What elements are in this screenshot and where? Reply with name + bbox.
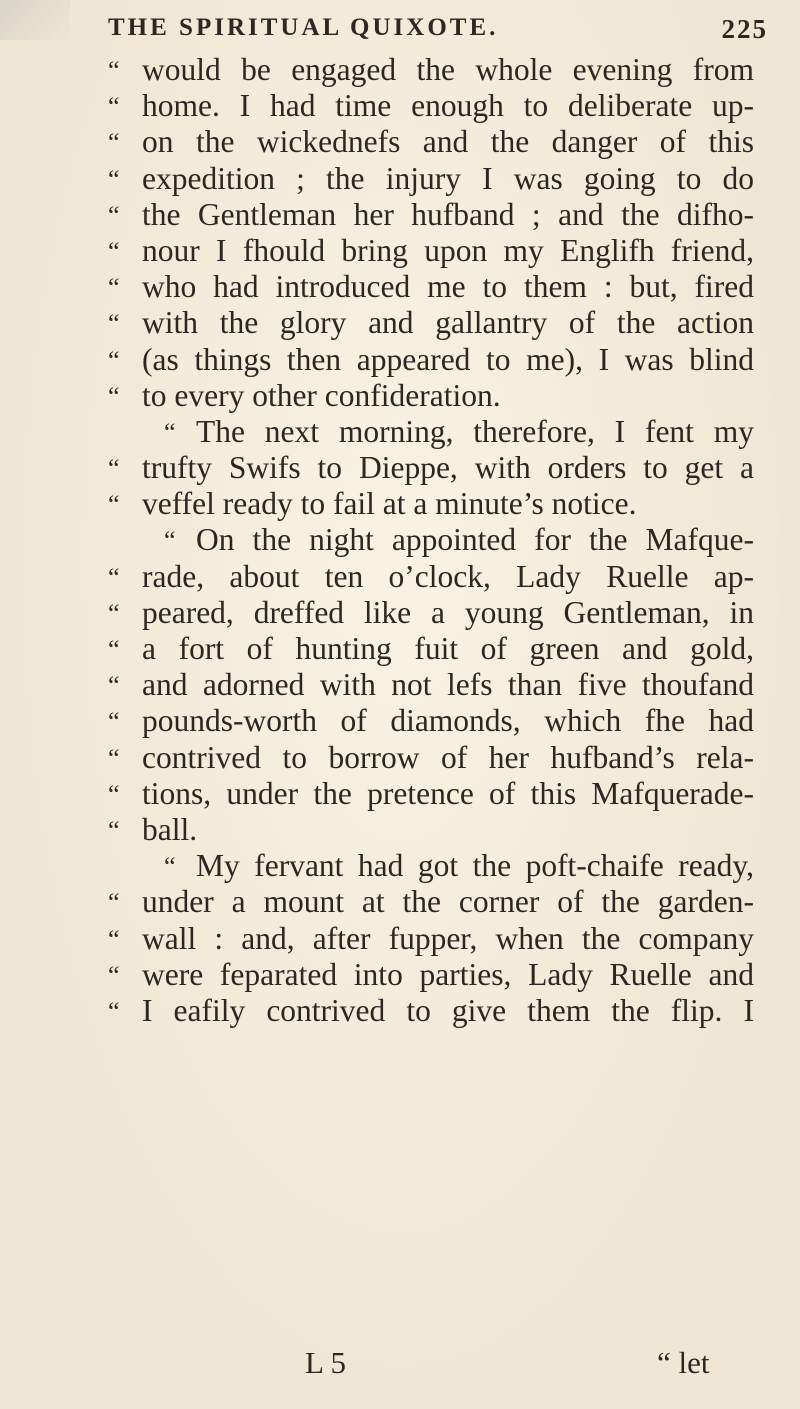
- page-number: 225: [721, 14, 768, 44]
- quotation-mark: “: [164, 526, 176, 556]
- text-line: [0, 667, 800, 703]
- text-line: [0, 378, 800, 414]
- line-text: My fervant had got the poft-chaife ready,: [196, 848, 754, 884]
- quotation-mark: “: [108, 996, 120, 1026]
- quotation-mark: “: [164, 417, 176, 447]
- text-line: [0, 812, 800, 848]
- quotation-mark: “: [108, 56, 120, 85]
- text-line: [0, 88, 800, 124]
- text-line: [0, 197, 800, 233]
- body-text: [0, 52, 800, 1029]
- running-head-title: THE SPIRITUAL QUIXOTE.: [108, 14, 499, 41]
- text-line: [0, 703, 800, 739]
- line-text: On the night appointed for the Mafque-: [196, 522, 754, 558]
- text-line: [0, 957, 800, 993]
- quotation-mark: “: [108, 779, 120, 809]
- line-text: to every other confideration.: [142, 377, 501, 413]
- quotation-mark: “: [108, 888, 120, 918]
- running-head: [108, 14, 768, 50]
- quotation-mark: “: [108, 273, 120, 303]
- quotation-mark: “: [108, 309, 120, 339]
- text-line: [0, 161, 800, 197]
- quotation-mark: “: [108, 345, 120, 375]
- quotation-mark: “: [108, 454, 120, 484]
- text-line: [0, 522, 800, 558]
- line-text: rade, about ten o’clock, Lady Ruelle ap-: [142, 558, 754, 594]
- text-line: [0, 269, 800, 305]
- text-line: [0, 414, 800, 450]
- line-text: peared, dreffed like a young Gentleman, in: [142, 594, 754, 630]
- quotation-mark: “: [108, 598, 120, 628]
- line-text: The next morning, therefore, I fent my: [196, 413, 754, 449]
- text-line: [0, 450, 800, 486]
- text-line: [0, 124, 800, 160]
- quotation-mark: “: [164, 852, 176, 882]
- line-text: pounds-worth of diamonds, which fhe had: [142, 703, 754, 739]
- line-text: trufty Swifs to Dieppe, with orders to get a: [142, 450, 754, 486]
- quotation-mark: “: [108, 635, 120, 664]
- quotation-mark: “: [108, 164, 120, 194]
- line-text: I eafily contrived to give them the flip. I: [142, 992, 754, 1028]
- quotation-mark: “: [108, 490, 120, 520]
- quotation-mark: “: [108, 128, 120, 158]
- text-line: [0, 776, 800, 812]
- text-line: [0, 305, 800, 341]
- page-corner-shadow: [0, 0, 70, 40]
- text-line: [0, 921, 800, 957]
- text-line: [0, 631, 800, 667]
- line-text: expedition ; the injury I was going to do: [142, 160, 754, 196]
- quotation-mark: “: [108, 381, 120, 411]
- text-line: [0, 559, 800, 595]
- text-line: [0, 740, 800, 776]
- quotation-mark: “: [108, 236, 120, 266]
- line-text: with the glory and gallantry of the action: [142, 305, 754, 341]
- line-text: and adorned with not lefs than five thoufand: [142, 667, 754, 703]
- text-line: [0, 848, 800, 884]
- quotation-mark: “: [108, 743, 120, 773]
- text-line: [0, 486, 800, 522]
- quotation-mark: “: [108, 671, 120, 701]
- quotation-mark: “: [108, 815, 120, 845]
- line-text: the Gentleman her hufband ; and the difho-: [142, 196, 754, 232]
- line-text: wall : and, after fupper, when the company: [142, 920, 754, 956]
- line-text: on the wickednefs and the danger of this: [142, 124, 754, 160]
- line-text: would be engaged the whole evening from: [142, 52, 754, 87]
- line-text: ball.: [142, 811, 198, 847]
- page-footer: [0, 1345, 800, 1381]
- line-text: a fort of hunting fuit of green and gold,: [142, 631, 754, 666]
- quotation-mark: “: [108, 562, 120, 592]
- text-line: [0, 52, 800, 88]
- quotation-mark: “: [108, 960, 120, 990]
- line-text: were feparated into parties, Lady Ruelle and: [142, 956, 754, 992]
- text-line: [0, 993, 800, 1029]
- quotation-mark: “: [108, 707, 120, 737]
- line-text: tions, under the pretence of this Mafquerade-: [142, 775, 754, 811]
- line-text: contrived to borrow of her hufband’s rela-: [142, 739, 754, 775]
- line-text: (as things then appeared to me), I was blind: [142, 341, 754, 377]
- text-line: [0, 233, 800, 269]
- quotation-mark: “: [108, 924, 120, 954]
- signature-mark: L 5: [305, 1345, 347, 1380]
- text-line: [0, 884, 800, 920]
- line-text: home. I had time enough to deliberate up-: [142, 88, 754, 124]
- text-line: [0, 595, 800, 631]
- text-line: [0, 342, 800, 378]
- line-text: under a mount at the corner of the garden-: [142, 884, 754, 920]
- line-text: who had introduced me to them : but, fired: [142, 269, 754, 305]
- quotation-mark: “: [108, 200, 120, 230]
- line-text: nour I fhould bring upon my Englifh friend,: [142, 232, 754, 268]
- quotation-mark: “: [108, 92, 120, 122]
- line-text: veffel ready to fail at a minute’s notice.: [142, 486, 637, 522]
- catchword: “ let: [657, 1345, 710, 1380]
